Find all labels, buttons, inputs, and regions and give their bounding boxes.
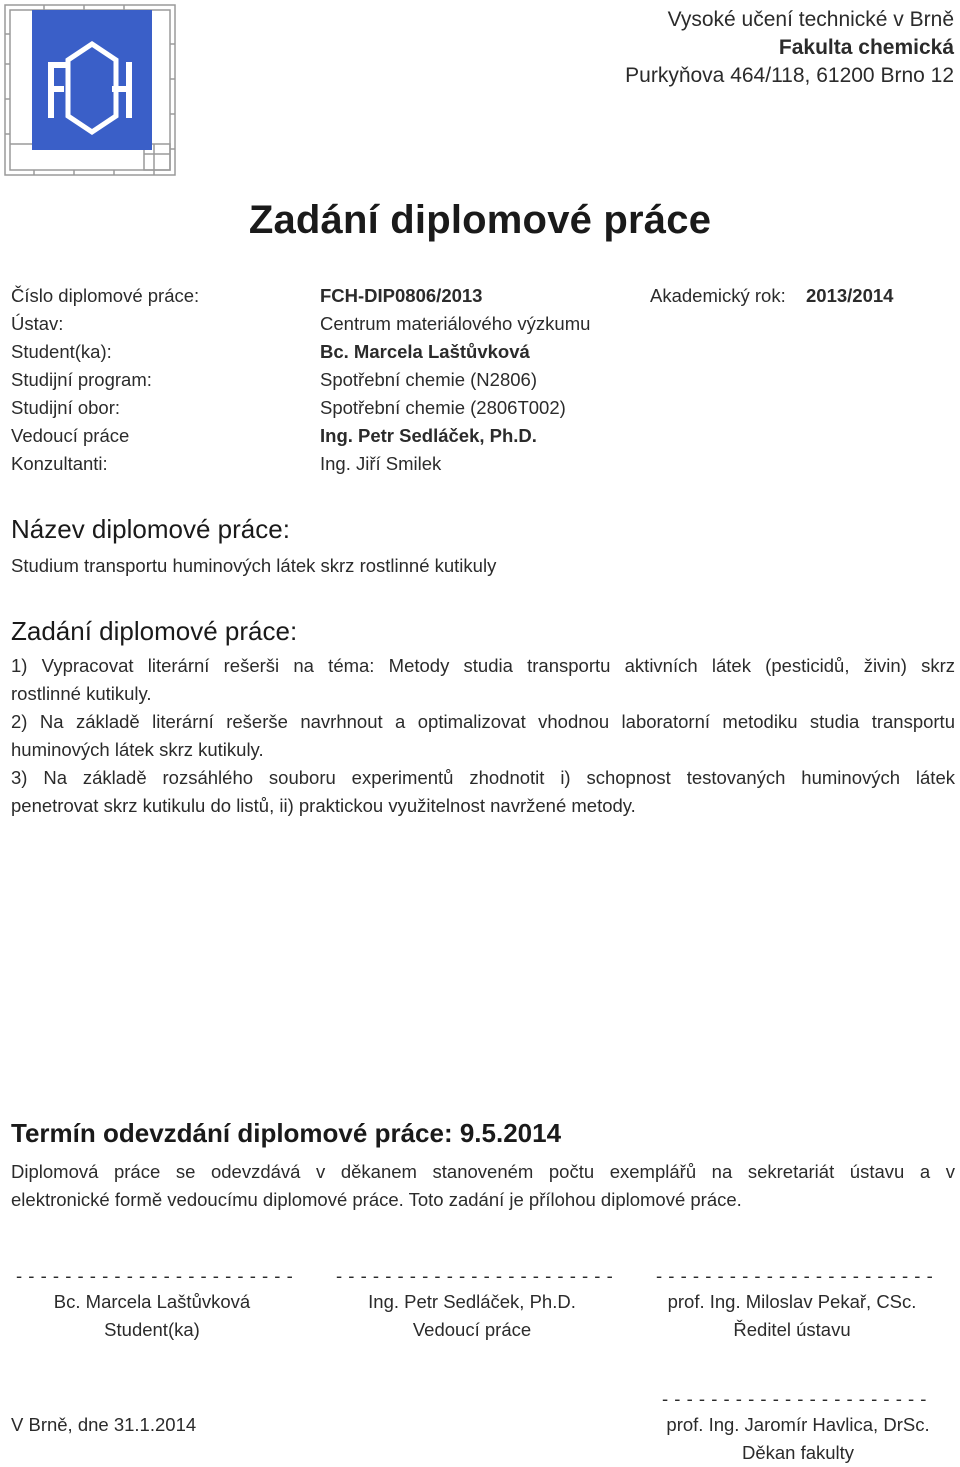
assignment-item-2-line-2: huminových látek skrz kutikuly. xyxy=(11,739,264,760)
consultants-label: Konzultanti: xyxy=(11,453,108,474)
supervisor-value: Ing. Petr Sedláček, Ph.D. xyxy=(320,425,537,446)
deadline-heading: Termín odevzdání diplomové práce: 9.5.2014 xyxy=(11,1118,562,1148)
director-signature-role: Ředitel ústavu xyxy=(733,1319,851,1340)
thesis-name-text: Studium transportu huminových látek skrz rostlinné kutikuly xyxy=(11,555,497,576)
supervisor-label: Vedoucí práce xyxy=(11,425,130,446)
institute-value: Centrum materiálového výzkumu xyxy=(320,313,591,334)
faculty-name: Fakulta chemická xyxy=(778,36,954,59)
institute-label: Ústav: xyxy=(11,313,64,334)
deadline-text xyxy=(11,1158,955,1214)
faculty-address: Purkyňova 464/118, 61200 Brno 12 xyxy=(625,64,954,87)
university-name: Vysoké učení technické v Brně xyxy=(667,8,954,31)
director-signature-line: - - - - - - - - - - - - - - - - - - - - - - - xyxy=(656,1265,934,1286)
supervisor-signature-role: Vedoucí práce xyxy=(412,1319,532,1340)
faculty-logo xyxy=(4,4,176,176)
student-signature-line: - - - - - - - - - - - - - - - - - - - - - - - xyxy=(16,1265,294,1286)
field-label: Studijní obor: xyxy=(11,397,121,418)
academic-year-value: 2013/2014 xyxy=(806,285,894,306)
director-signature-name: prof. Ing. Miloslav Pekař, CSc. xyxy=(667,1291,917,1312)
consultants-value: Ing. Jiří Smilek xyxy=(320,453,442,474)
assignment-heading: Zadání diplomové práce: xyxy=(11,616,298,646)
document-title: Zadání diplomové práce xyxy=(248,198,712,242)
assignment-item-1-line-2: rostlinné kutikuly. xyxy=(11,683,152,704)
supervisor-signature-name: Ing. Petr Sedláček, Ph.D. xyxy=(368,1291,576,1312)
place-and-date: V Brně, dne 31.1.2014 xyxy=(11,1414,197,1435)
assignment-item-1-line-1: 1) Vypracovat literární rešerši na téma: Metody studia transportu aktivních látek (pesticidů, živin) skrz xyxy=(11,655,955,676)
deadline-line-2: elektronické formě vedoucímu diplomové práce. Toto zadání je přílohou diplomové práce. xyxy=(11,1189,742,1210)
thesis-number-value: FCH-DIP0806/2013 xyxy=(320,285,483,306)
dean-signature-name: prof. Ing. Jaromír Havlica, DrSc. xyxy=(666,1414,930,1435)
assignment-text xyxy=(11,652,955,820)
deadline-line-1: Diplomová práce se odevzdává v děkanem stanoveném počtu exemplářů na sekretariát ústavu a v xyxy=(11,1161,955,1182)
supervisor-signature-line: - - - - - - - - - - - - - - - - - - - - - - - xyxy=(336,1265,614,1286)
field-value: Spotřební chemie (2806T002) xyxy=(320,397,566,418)
thesis-name-heading: Název diplomové práce: xyxy=(11,514,290,544)
assignment-item-2-line-1: 2) Na základě literární rešerše navrhnout a optimalizovat vhodnou laboratorní metodiku studia transportu xyxy=(11,711,955,732)
student-signature-name: Bc. Marcela Laštůvková xyxy=(53,1291,251,1312)
academic-year-label: Akademický rok: xyxy=(650,285,786,306)
program-value: Spotřební chemie (N2806) xyxy=(320,369,537,390)
student-signature-role: Student(ka) xyxy=(104,1319,200,1340)
dean-signature-role: Děkan fakulty xyxy=(741,1442,855,1463)
student-label: Student(ka): xyxy=(11,341,112,362)
assignment-item-3-line-2: penetrovat skrz kutikulu do listů, ii) praktickou využitelnost navržené metody. xyxy=(11,795,636,816)
assignment-item-3-line-1: 3) Na základě rozsáhlého souboru experimentů zhodnotit i) schopnost testovaných huminových látek xyxy=(11,767,955,788)
student-value: Bc. Marcela Laštůvková xyxy=(320,341,530,362)
dean-signature-line: - - - - - - - - - - - - - - - - - - - - - - xyxy=(662,1388,927,1409)
thesis-number-label: Číslo diplomové práce: xyxy=(11,285,200,306)
program-label: Studijní program: xyxy=(11,369,152,390)
